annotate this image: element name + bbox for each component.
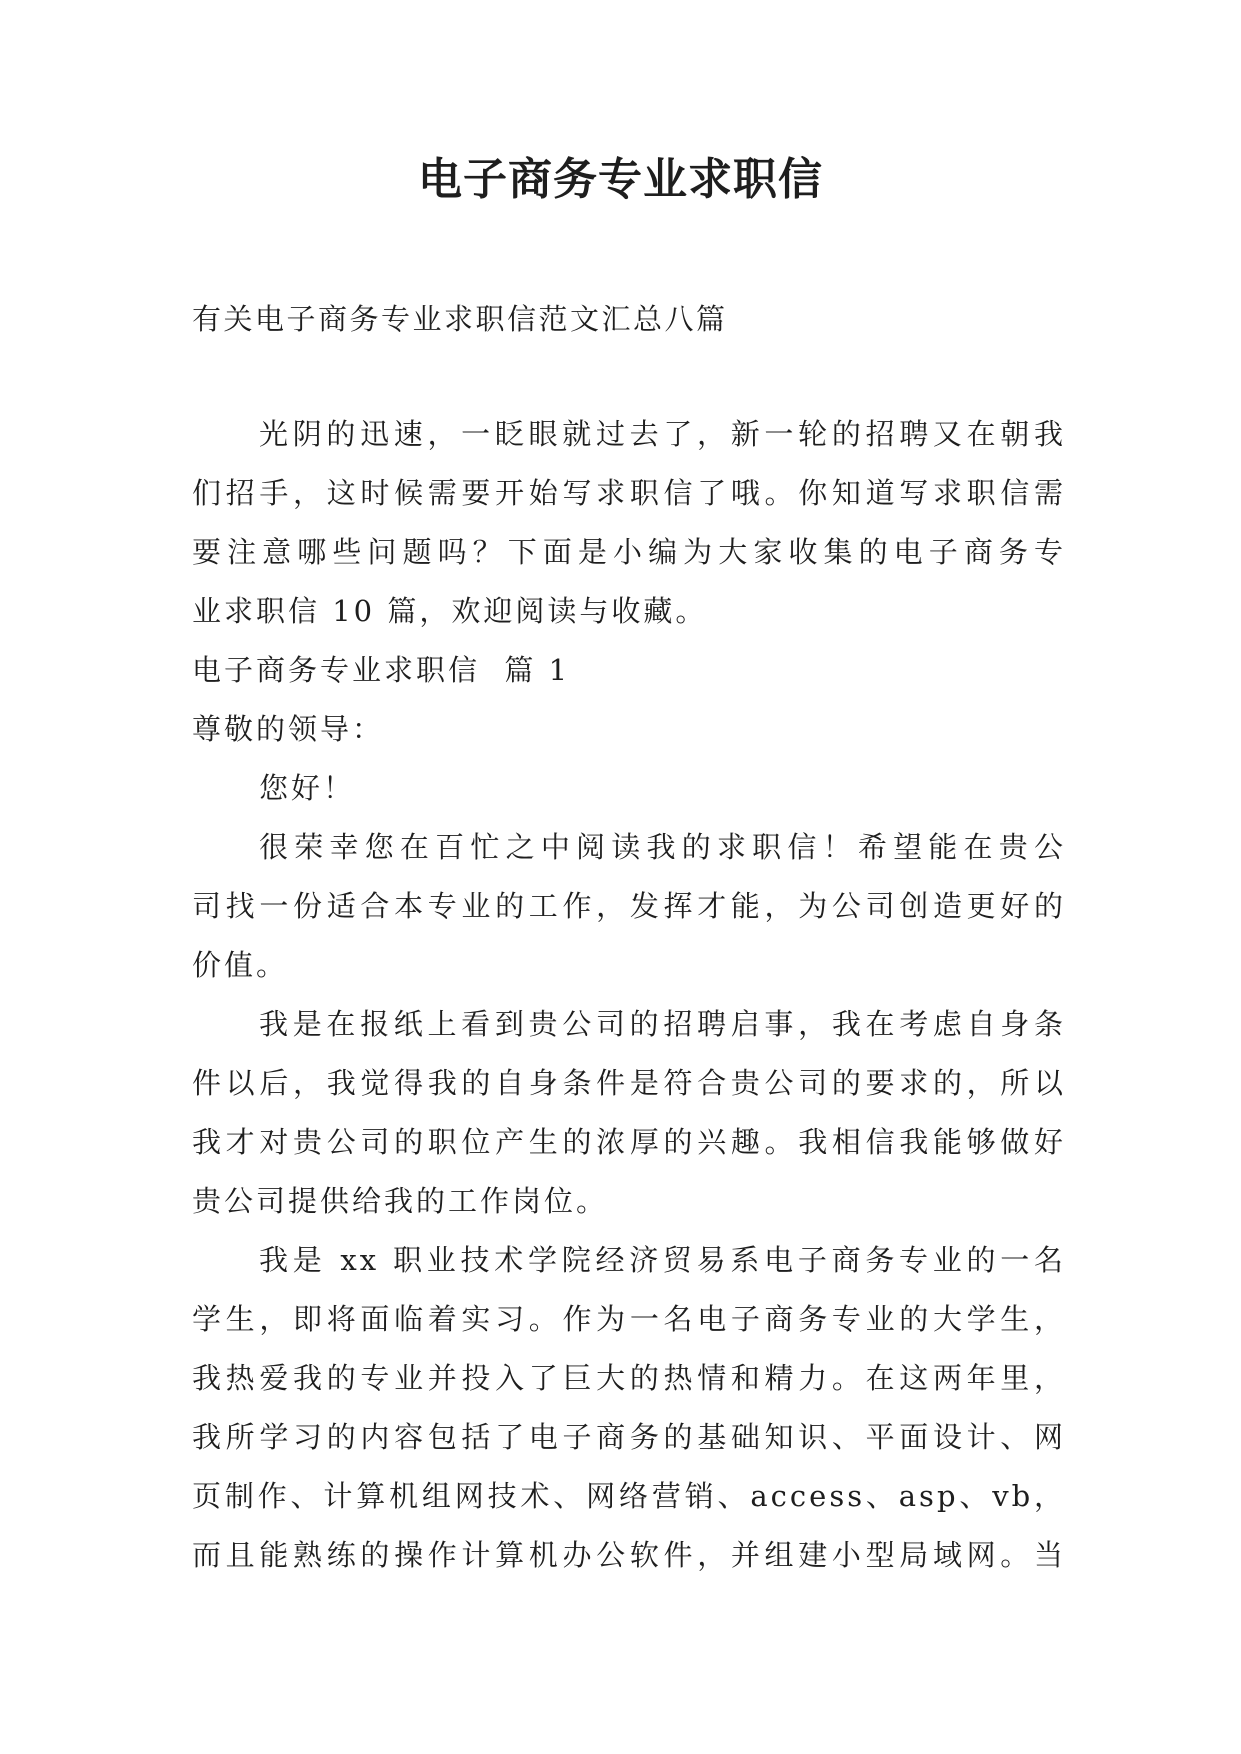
body-line: 业求职信 10 篇，欢迎阅读与收藏。 xyxy=(192,594,708,628)
greeting: 您好！ xyxy=(259,771,356,805)
body-line: 我是 xx 职业技术学院经济贸易系电子商务专业的一名 xyxy=(259,1243,1066,1277)
document-title: 电子商务专业求职信 xyxy=(418,154,823,205)
body-line: 件以后，我觉得我的自身条件是符合贵公司的要求的，所以 xyxy=(192,1066,1066,1100)
body-line: 贵公司提供给我的工作岗位。 xyxy=(192,1184,609,1218)
body-line: 我热爱我的专业并投入了巨大的热情和精力。在这两年里， xyxy=(192,1361,1066,1395)
body-line: 们招手，这时候需要开始写求职信了哦。你知道写求职信需 xyxy=(192,476,1066,510)
document-subtitle: 有关电子商务专业求职信范文汇总八篇 xyxy=(192,302,728,336)
body-line: 光阴的迅速，一眨眼就过去了，新一轮的招聘又在朝我 xyxy=(259,417,1066,451)
section-heading: 电子商务专业求职信 篇 1 xyxy=(192,653,571,687)
body-line: 页制作、计算机组网技术、网络营销、access、asp、vb， xyxy=(192,1479,1066,1513)
body-line: 我所学习的内容包括了电子商务的基础知识、平面设计、网 xyxy=(192,1420,1066,1454)
salutation: 尊敬的领导： xyxy=(192,712,385,746)
body-line: 价值。 xyxy=(192,948,289,982)
body-line: 而且能熟练的操作计算机办公软件，并组建小型局域网。当 xyxy=(192,1538,1066,1572)
body-line: 学生，即将面临着实习。作为一名电子商务专业的大学生， xyxy=(192,1302,1066,1336)
body-line: 我是在报纸上看到贵公司的招聘启事，我在考虑自身条 xyxy=(259,1007,1066,1041)
body-line: 我才对贵公司的职位产生的浓厚的兴趣。我相信我能够做好 xyxy=(192,1125,1066,1159)
body-line: 很荣幸您在百忙之中阅读我的求职信！希望能在贵公 xyxy=(259,830,1066,864)
body-line: 要注意哪些问题吗？下面是小编为大家收集的电子商务专 xyxy=(192,535,1066,569)
document-body xyxy=(192,405,1066,1585)
body-line: 司找一份适合本专业的工作，发挥才能，为公司创造更好的 xyxy=(192,889,1066,923)
